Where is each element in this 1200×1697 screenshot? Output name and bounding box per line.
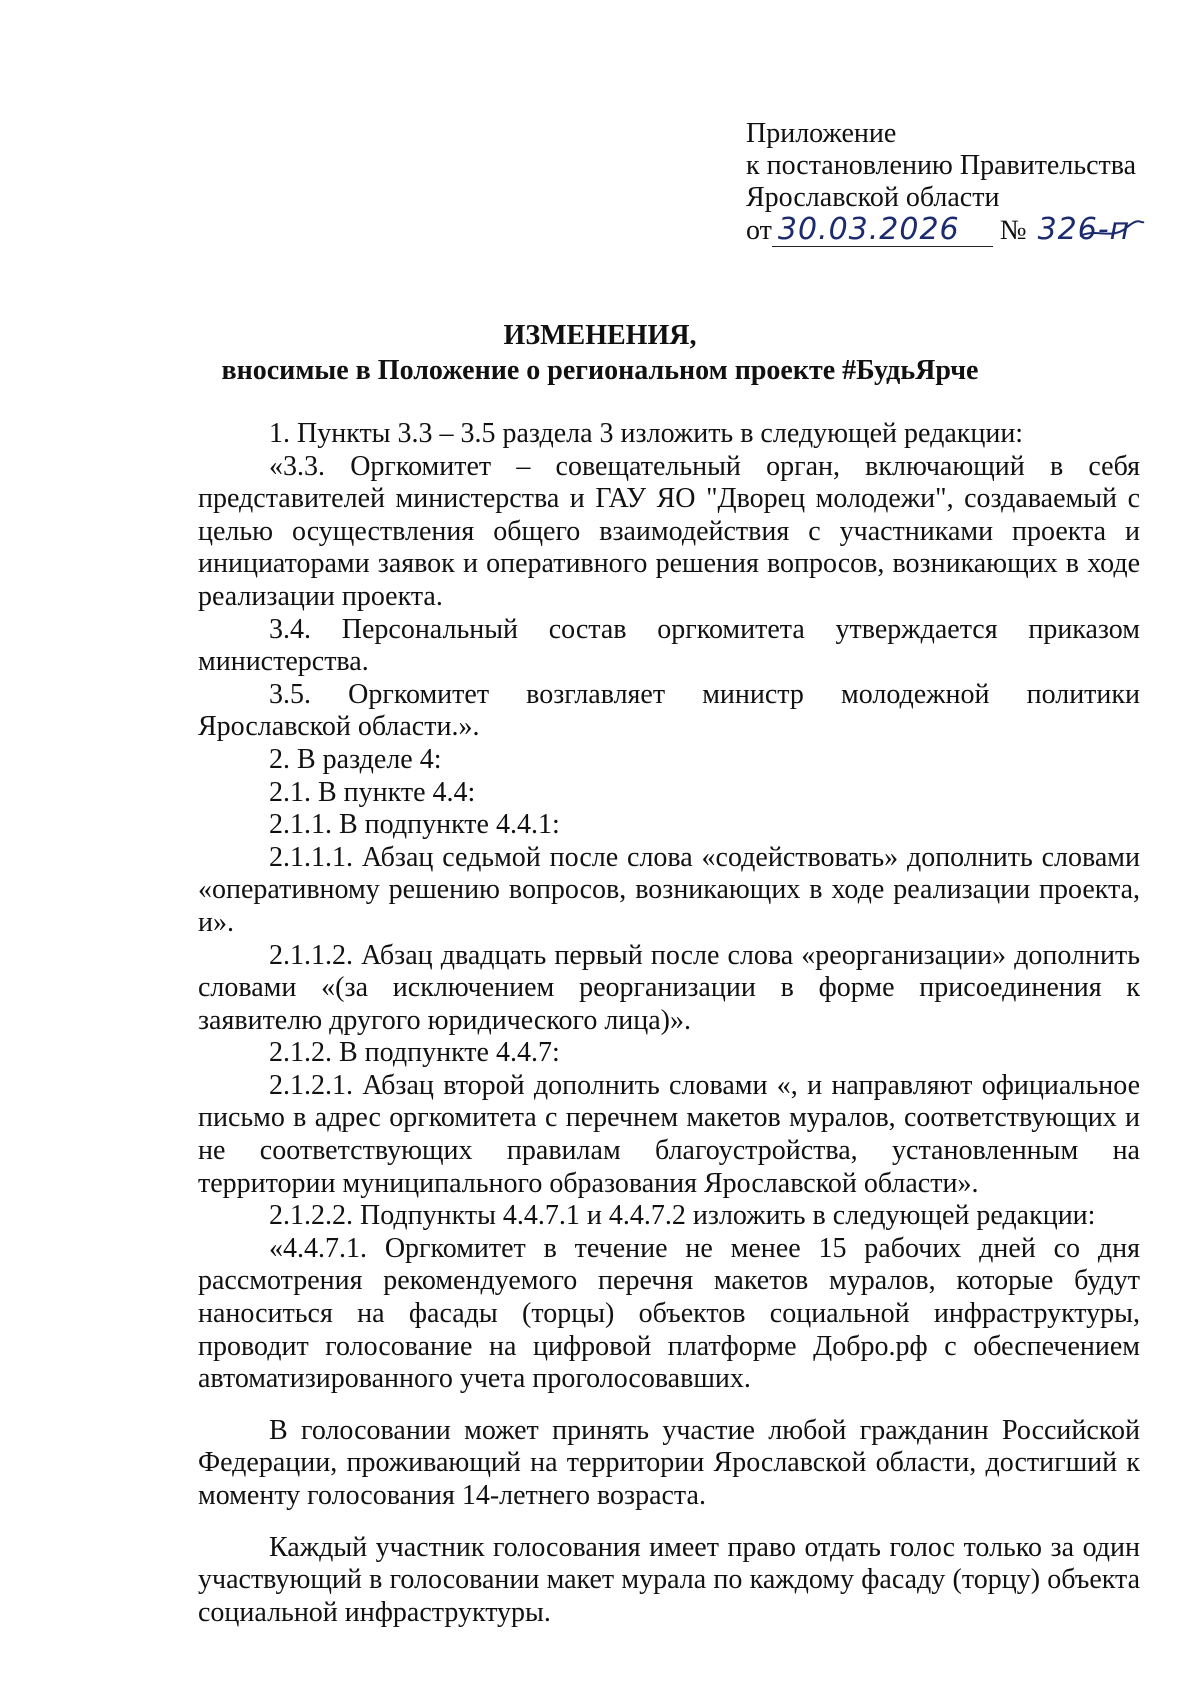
date-number-line — [746, 214, 1166, 254]
paragraph: 2. В разделе 4: — [269, 743, 442, 775]
from-label: от — [746, 215, 772, 246]
paragraph: «4.4.7.1. Оргкомитет в течение не менее 15 рабочих дней со дня рассмотрения рекомендуемого перечня макетов муралов, которые будут наноситься на фасады (торцы) объектов социальной инфраструктуры, проводит голосование на цифровой платформе Добро.рф с обеспечением автоматизированного учета проголосовавших. — [198, 1232, 1140, 1395]
document-body — [198, 418, 1140, 1629]
paragraph: 1. Пункты 3.3 – 3.5 раздела 3 изложить в следующей редакции: — [269, 418, 1024, 449]
handwritten-number: 326-п — [1037, 212, 1131, 247]
paragraph: 2.1.2.2. Подпункты 4.4.7.1 и 4.4.7.2 изложить в следующей редакции: — [269, 1200, 1096, 1232]
attachment-block — [746, 118, 1166, 254]
number-label: № — [999, 215, 1027, 246]
pen-stroke-icon — [1076, 218, 1146, 248]
paragraph: 2.1. В пункте 4.4: — [269, 776, 476, 808]
paragraph: 3.5. Оргкомитет возглавляет министр молодежной политики Ярославской области.». — [198, 678, 1140, 743]
attachment-line-2: к постановлению Правительства — [746, 150, 1137, 181]
attachment-line-1: Приложение — [746, 118, 897, 149]
document-title: ИЗМЕНЕНИЯ, — [503, 320, 697, 351]
paragraph: 2.1.2. В подпункте 4.4.7: — [269, 1037, 560, 1069]
paragraph: 2.1.1. В подпункте 4.4.1: — [269, 809, 560, 841]
paragraph: 2.1.2.1. Абзац второй дополнить словами «, и направляют официальное письмо в адрес оргкомитета с перечнем макетов муралов, соответствующих и не соответствующих правилам благоустройства, установленным на территории муниципального образования Ярославской области». — [198, 1069, 1140, 1199]
paragraph: 2.1.1.2. Абзац двадцать первый после слова «реорганизации» дополнить словами «(за исключением реорганизации в форме присоединения к заявителю другого юридического лица)». — [198, 939, 1140, 1036]
paragraph: «3.3. Оргкомитет – совещательный орган, включающий в себя представителей министерства и ГАУ ЯО "Дворец молодежи", создаваемый с целью осуществления общего взаимодействия с участниками проекта и инициаторами заявок и оперативного решения вопросов, возникающих в ходе реализации проекта. — [198, 450, 1140, 612]
paragraph: Каждый участник голосования имеет право отдать голос только за один участвующий в голосовании макет мурала по каждому фасаду (торцу) объекта социальной инфраструктуры. — [198, 1531, 1140, 1628]
document-subtitle: вносимые в Положение о региональном проекте #БудьЯрче — [221, 355, 979, 386]
handwritten-date: 30.03.2026 — [772, 214, 993, 247]
paragraph: 2.1.1.1. Абзац седьмой после слова «содействовать» дополнить словами «оперативному решению вопросов, возникающих в ходе реализации проекта, и». — [198, 841, 1140, 938]
attachment-line-3: Ярославской области — [746, 182, 1000, 213]
paragraph: В голосовании может принять участие любой гражданин Российской Федерации, проживающий на территории Ярославской области, достигший к моменту голосования 14-летнего возраста. — [198, 1414, 1140, 1511]
paragraph: 3.4. Персональный состав оргкомитета утверждается приказом министерства. — [198, 613, 1140, 678]
